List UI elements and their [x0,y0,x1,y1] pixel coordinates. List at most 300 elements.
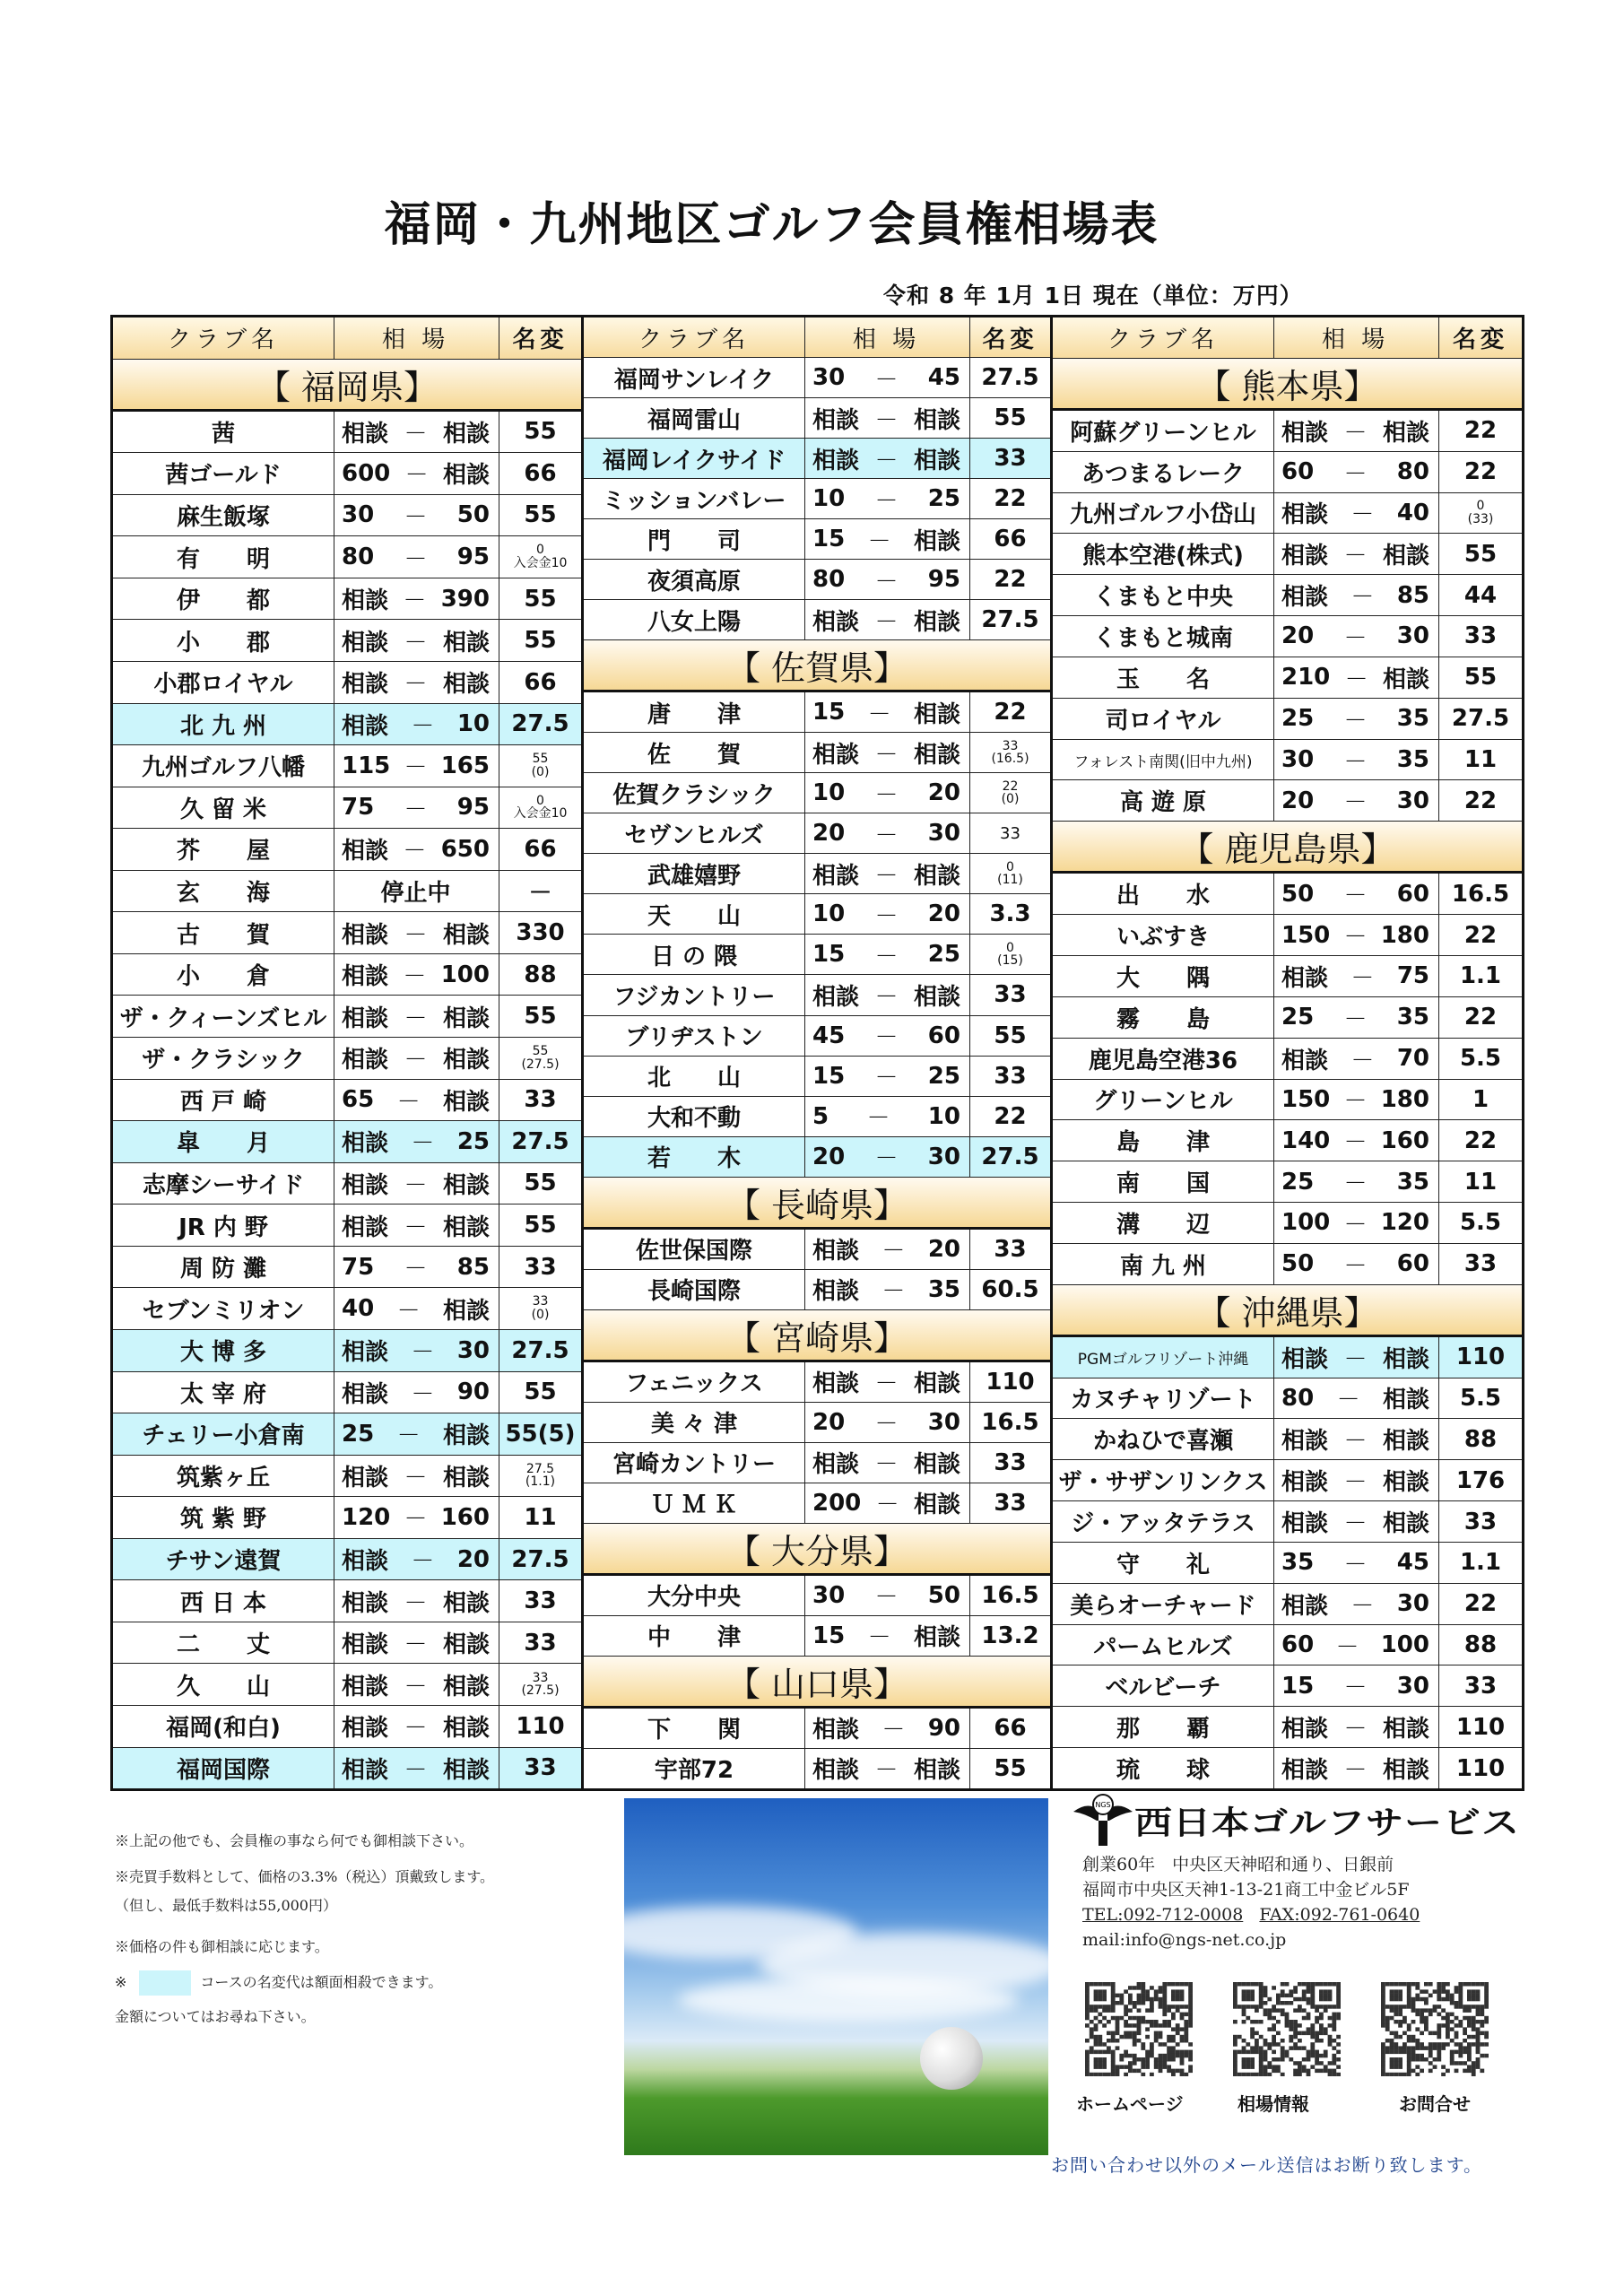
transfer-fee [970,358,1050,397]
price-dash: － [881,1238,906,1265]
price-dash: － [1350,964,1375,992]
club-name: いぶすき [1053,915,1274,955]
transfer-fee-value: 1 [1472,1085,1489,1113]
price-dash: － [867,700,891,728]
price-range [805,894,970,934]
transfer-fee [970,1749,1050,1788]
table-row[interactable] [1053,740,1522,781]
price-dash: － [1343,1469,1368,1497]
price-low: 115 [342,752,391,779]
transfer-fee [970,692,1050,732]
club-name: 有 明 [113,536,334,578]
table-row[interactable] [113,829,581,871]
transfer-fee-stack [532,752,550,778]
club-name: 唐 津 [584,692,805,732]
table-row[interactable] [584,1749,1050,1788]
price-range [334,1748,499,1789]
table-row[interactable] [584,519,1050,560]
transfer-fee [970,1057,1050,1096]
transfer-fee [499,745,581,787]
price-dash: － [404,462,429,490]
table-row[interactable] [584,1230,1050,1270]
table-row[interactable] [113,1372,581,1414]
transfer-fee-value: 66 [524,835,557,863]
club-name: くまもと中央 [1053,575,1274,615]
transfer-fee-value: 22 [994,1102,1027,1130]
price-low: 相談 [1281,1716,1329,1744]
transfer-fee [970,975,1050,1014]
table-row[interactable] [1053,575,1522,616]
price-high: 25 [927,941,960,969]
club-name: フォレスト南関(旧中九州) [1053,740,1274,780]
price-low: 150 [1281,1085,1331,1113]
price-dash: － [1343,707,1368,735]
table-row[interactable] [584,813,1050,854]
transfer-fee [970,1483,1050,1523]
price-low: 相談 [1281,1428,1329,1456]
table-row[interactable] [113,1622,581,1665]
price-range [334,1497,499,1538]
price-low: 600 [342,459,391,487]
table-row[interactable] [1053,1120,1522,1161]
transfer-fee [1439,616,1522,657]
qr-code-inquiry[interactable] [1381,1982,1489,2076]
table-row[interactable] [584,773,1050,813]
price-dash: － [404,921,428,949]
transfer-fee [499,620,581,661]
price-dash: － [874,1411,899,1439]
table-row[interactable] [113,1163,581,1205]
table-row[interactable] [113,704,581,746]
club-name: 福岡レイクサイド [584,439,805,478]
table-row[interactable] [1053,1203,1522,1244]
transfer-fee-value: 55 [524,501,557,529]
header-transfer-fee: 名変 [970,317,1050,357]
price-low: 相談 [1281,1592,1329,1620]
price-dash: － [874,1584,899,1612]
mail-link[interactable]: mail:info@ngs-net.co.jp [1082,1930,1287,1950]
table-row[interactable] [584,479,1050,519]
table-row[interactable] [1053,997,1522,1039]
prefecture-header: 【 沖縄県】 [1053,1285,1522,1337]
price-low: 60 [1281,458,1315,486]
price-range [1274,1501,1439,1542]
price-low: 相談 [342,629,389,657]
price-dash: － [404,1631,428,1659]
transfer-fee-value: 27.5 [511,710,569,738]
transfer-fee-value: 33 [994,1489,1027,1517]
table-row[interactable] [584,733,1050,773]
transfer-fee [1439,534,1522,574]
club-name: 鹿児島空港36 [1053,1039,1274,1079]
price-high: 35 [1396,705,1429,733]
transfer-fee [1439,1584,1522,1624]
price-high: 相談 [913,1370,960,1398]
club-name: 太 宰 府 [113,1372,334,1413]
transfer-fee [1439,1120,1522,1161]
table-row[interactable] [113,1664,581,1706]
table-row[interactable] [584,560,1050,600]
table-row[interactable] [113,871,581,913]
transfer-fee [1439,874,1522,914]
table-row[interactable] [584,1137,1050,1178]
table-row[interactable] [113,954,581,996]
price-range [334,1038,499,1079]
price-range [334,745,499,787]
table-row[interactable] [584,1403,1050,1443]
table-row[interactable] [1053,1460,1522,1501]
table-row[interactable] [1053,1039,1522,1080]
table-row[interactable] [113,1038,581,1080]
transfer-fee [970,560,1050,599]
transfer-fee [499,1664,581,1705]
price-range [1274,1378,1439,1419]
transfer-fee-value: 33 [1002,738,1019,753]
price-dash: － [881,1717,906,1744]
table-row[interactable] [584,1483,1050,1524]
qr-code-homepage[interactable] [1085,1982,1193,2076]
table-row[interactable] [584,692,1050,733]
price-low: 10 [812,485,846,513]
table-row[interactable] [1053,874,1522,915]
table-row[interactable] [113,1205,581,1247]
price-range [334,787,499,829]
table-row[interactable] [113,1706,581,1748]
price-range [1274,1419,1439,1459]
transfer-fee-value: 110 [986,1368,1035,1396]
club-name: 玉 名 [1053,657,1274,698]
table-row[interactable] [1053,1707,1522,1748]
price-high: 95 [927,566,960,594]
table-row[interactable] [1053,1665,1522,1707]
table-row[interactable] [584,1270,1050,1310]
table-row[interactable] [113,1413,581,1456]
transfer-fee-stack [521,1672,559,1698]
price-high: 相談 [913,447,960,474]
price-low: 20 [1281,622,1315,650]
table-row[interactable] [1053,1419,1522,1460]
price-high: 相談 [442,1213,490,1241]
table-row[interactable] [1053,1501,1522,1543]
qr-code-market-info[interactable] [1233,1982,1341,2076]
transfer-fee [1439,740,1522,780]
price-high: 40 [1396,499,1429,526]
table-row[interactable] [113,1330,581,1372]
transfer-fee [1439,1748,1522,1788]
highlight-swatch [139,1970,191,1996]
transfer-fee [499,1288,581,1329]
club-name: 大和不動 [584,1097,805,1136]
transfer-fee [499,536,581,578]
table-row[interactable] [584,1016,1050,1057]
table-row[interactable] [1053,1161,1522,1203]
prefecture-header: 【 長崎県】 [584,1178,1050,1230]
transfer-fee-stack [532,1295,550,1321]
club-name: くまもと城南 [1053,616,1274,657]
club-name: 周 防 灘 [113,1247,334,1288]
price-high: 20 [927,779,960,807]
price-dash: － [404,629,428,657]
table-row[interactable] [1053,657,1522,699]
price-dash: － [874,1757,899,1785]
table-row[interactable] [113,787,581,830]
price-high: 85 [1396,581,1429,609]
transfer-fee-note: (16.5) [991,752,1029,767]
price-high: 30 [927,1408,960,1436]
price-low: 100 [1281,1209,1331,1237]
club-name: ベルビーチ [1053,1665,1274,1706]
table-row[interactable] [1053,1080,1522,1121]
club-name: フジカントリー [584,975,805,1014]
transfer-fee-value: 33 [1463,1672,1498,1700]
table-row[interactable] [584,975,1050,1015]
table-row[interactable] [113,1748,581,1789]
price-range [805,733,970,772]
table-row[interactable] [113,662,581,704]
table-row[interactable] [584,1616,1050,1657]
club-name: 福岡国際 [113,1748,334,1789]
price-dash: － [874,366,899,394]
table-row[interactable] [113,412,581,454]
table-row[interactable] [1053,1584,1522,1625]
table-row[interactable] [1053,1625,1522,1666]
table-row[interactable] [1053,1244,1522,1285]
transfer-fee-value: 66 [524,668,557,696]
price-low: 相談 [812,1451,860,1479]
table-row[interactable] [584,398,1050,439]
price-low: 15 [1281,1672,1315,1700]
table-row[interactable] [113,578,581,621]
transfer-fee-value: 11 [524,1503,557,1531]
transfer-fee-value: 88 [1463,1631,1498,1659]
club-name: 西 戸 崎 [113,1080,334,1121]
price-high: 相談 [442,1297,490,1325]
table-row[interactable] [584,358,1050,398]
table-row[interactable] [113,745,581,787]
transfer-fee-note: 入会金10 [513,806,568,822]
price-dash: － [1343,1510,1368,1538]
price-dash: － [1343,1088,1368,1116]
transfer-fee-value: 22 [1463,787,1498,814]
table-row[interactable] [584,600,1050,640]
price-low: 相談 [812,1238,860,1265]
table-row[interactable] [113,996,581,1038]
price-range [1274,1161,1439,1202]
transfer-fee [970,1230,1050,1269]
price-dash: － [866,1105,890,1133]
price-high: 相談 [442,420,490,448]
table-row[interactable] [1053,780,1522,822]
table-row[interactable] [584,1443,1050,1483]
club-name: 志摩シーサイド [113,1163,334,1205]
club-name: 佐 賀 [584,733,805,772]
table-row[interactable] [584,894,1050,935]
table-row[interactable] [113,1580,581,1622]
transfer-fee [1439,657,1522,698]
transfer-fee-value: 55 [524,418,557,446]
price-high: 相談 [442,671,490,699]
table-row[interactable] [584,1097,1050,1137]
price-high: 相談 [1382,1757,1429,1785]
transfer-fee [499,1121,581,1162]
table-row[interactable] [1053,452,1522,493]
table-row[interactable] [1053,1378,1522,1420]
price-low: 60 [1281,1631,1315,1659]
table-row[interactable] [1053,411,1522,452]
table-row[interactable] [1053,915,1522,956]
transfer-fee-value: 110 [1455,1344,1506,1371]
table-row[interactable] [1053,534,1522,575]
note-2: ※売買手数料として、価格の3.3%（税込）頂戴致します。 [115,1868,495,1885]
transfer-fee-stack [1002,780,1020,806]
price-range [805,1483,970,1523]
transfer-fee [1439,411,1522,451]
transfer-fee-value: 33 [532,1670,549,1685]
club-name: 琉 球 [1053,1748,1274,1788]
club-name: チェリー小倉南 [113,1413,334,1455]
price-range [805,1137,970,1177]
table-row[interactable] [113,1497,581,1539]
price-high: 10 [456,710,490,738]
club-name: 大分中央 [584,1576,805,1615]
table-row[interactable] [113,1121,581,1163]
table-row[interactable] [113,1080,581,1122]
price-range [1274,1707,1439,1747]
table-row[interactable] [584,1362,1050,1403]
price-low: 相談 [342,587,389,615]
price-dash: － [1343,883,1368,910]
transfer-fee-value: 27.5 [1451,705,1510,733]
tel-link[interactable]: TEL:092-712-0008 [1082,1905,1244,1925]
price-dash: － [1343,748,1368,776]
price-dash: － [1343,460,1368,488]
table-row[interactable] [113,912,581,954]
note-6: 金額についてはお尋ね下さい。 [115,2008,316,2025]
club-name: ザ・サザンリンクス [1053,1460,1274,1500]
club-name: 福岡(和白) [113,1706,334,1747]
transfer-fee [970,1709,1050,1748]
table-row[interactable] [1053,1543,1522,1584]
price-dash: － [404,1715,428,1743]
table-row[interactable] [113,453,581,495]
table-row[interactable] [584,439,1050,479]
price-dash: － [411,1339,435,1367]
transfer-fee-value: 110 [516,1712,565,1740]
price-dash: － [1343,1757,1368,1785]
price-low: 相談 [342,1715,389,1743]
price-high: 相談 [913,1624,960,1652]
table-row[interactable] [1053,699,1522,740]
table-row[interactable] [584,854,1050,894]
price-dash: － [1343,1170,1368,1198]
header-transfer-fee: 名変 [499,317,581,359]
transfer-fee-value: 33 [524,1253,557,1281]
transfer-fee-value: 55 [994,404,1027,432]
transfer-fee-value: 33 [994,981,1027,1009]
transfer-fee [499,1622,581,1664]
table-row[interactable] [113,495,581,537]
price-low: 相談 [812,862,860,890]
table-row[interactable] [113,1456,581,1498]
price-low: 相談 [342,1548,389,1576]
logo-badge: NGS [1095,1801,1111,1809]
price-range [1274,1625,1439,1665]
price-high: 20 [927,900,960,928]
transfer-fee [1439,452,1522,492]
price-range [334,912,499,953]
golf-ball-photo [624,1798,1048,2155]
transfer-fee [499,1706,581,1747]
transfer-fee-value: 60.5 [981,1275,1039,1303]
price-range [334,453,499,494]
price-low: 10 [812,900,846,928]
table-row[interactable] [584,1576,1050,1616]
table-row[interactable] [113,1247,581,1289]
price-range [805,813,970,853]
note-4: ※価格の件も御相談に応じます。 [115,1938,329,1955]
price-low: 210 [1281,664,1331,691]
price-high: 相談 [442,1631,490,1659]
transfer-fee-value: 33 [994,1448,1027,1476]
table-row[interactable] [584,1057,1050,1097]
transfer-fee [970,935,1050,974]
table-row[interactable] [113,1539,581,1581]
club-name: 北 山 [584,1057,805,1096]
transfer-fee-value: 22 [1463,417,1498,445]
price-dash: － [874,608,899,636]
price-dash: － [404,1464,428,1492]
price-high: 相談 [442,1673,490,1700]
table-row[interactable] [1053,1337,1522,1378]
price-range [334,1163,499,1205]
note-5-prefix: ※ [115,1973,127,1991]
price-low: 30 [1281,746,1315,774]
transfer-fee [499,1456,581,1497]
table-row[interactable] [1053,1748,1522,1788]
price-dash: － [1343,419,1368,447]
price-range [1274,1337,1439,1378]
transfer-fee [970,479,1050,518]
table-row[interactable] [113,536,581,578]
table-row[interactable] [1053,616,1522,657]
table-row[interactable] [113,620,581,662]
table-row[interactable] [584,1709,1050,1749]
club-name: 美 々 津 [584,1403,805,1442]
price-low: 5 [812,1102,829,1130]
price-high: 相談 [442,1715,490,1743]
price-high: 相談 [913,983,960,1011]
transfer-fee-value: 66 [994,526,1027,553]
price-range [334,871,499,912]
price-dash: － [874,447,899,474]
price-range [1274,1039,1439,1079]
transfer-fee [970,773,1050,813]
transfer-fee [970,813,1050,853]
price-high: 相談 [442,1756,490,1784]
price-dash: － [874,1065,899,1092]
price-range [805,854,970,893]
price-low: 相談 [812,608,860,636]
transfer-fee-value: 33 [1000,823,1020,843]
table-row[interactable] [1053,956,1522,997]
price-high: 35 [1396,746,1429,774]
table-row[interactable] [113,1288,581,1330]
club-name: 日 の 隈 [584,935,805,974]
table-row[interactable] [1053,493,1522,535]
price-high: 45 [927,364,960,392]
table-row[interactable] [584,935,1050,975]
price-range [805,1709,970,1748]
